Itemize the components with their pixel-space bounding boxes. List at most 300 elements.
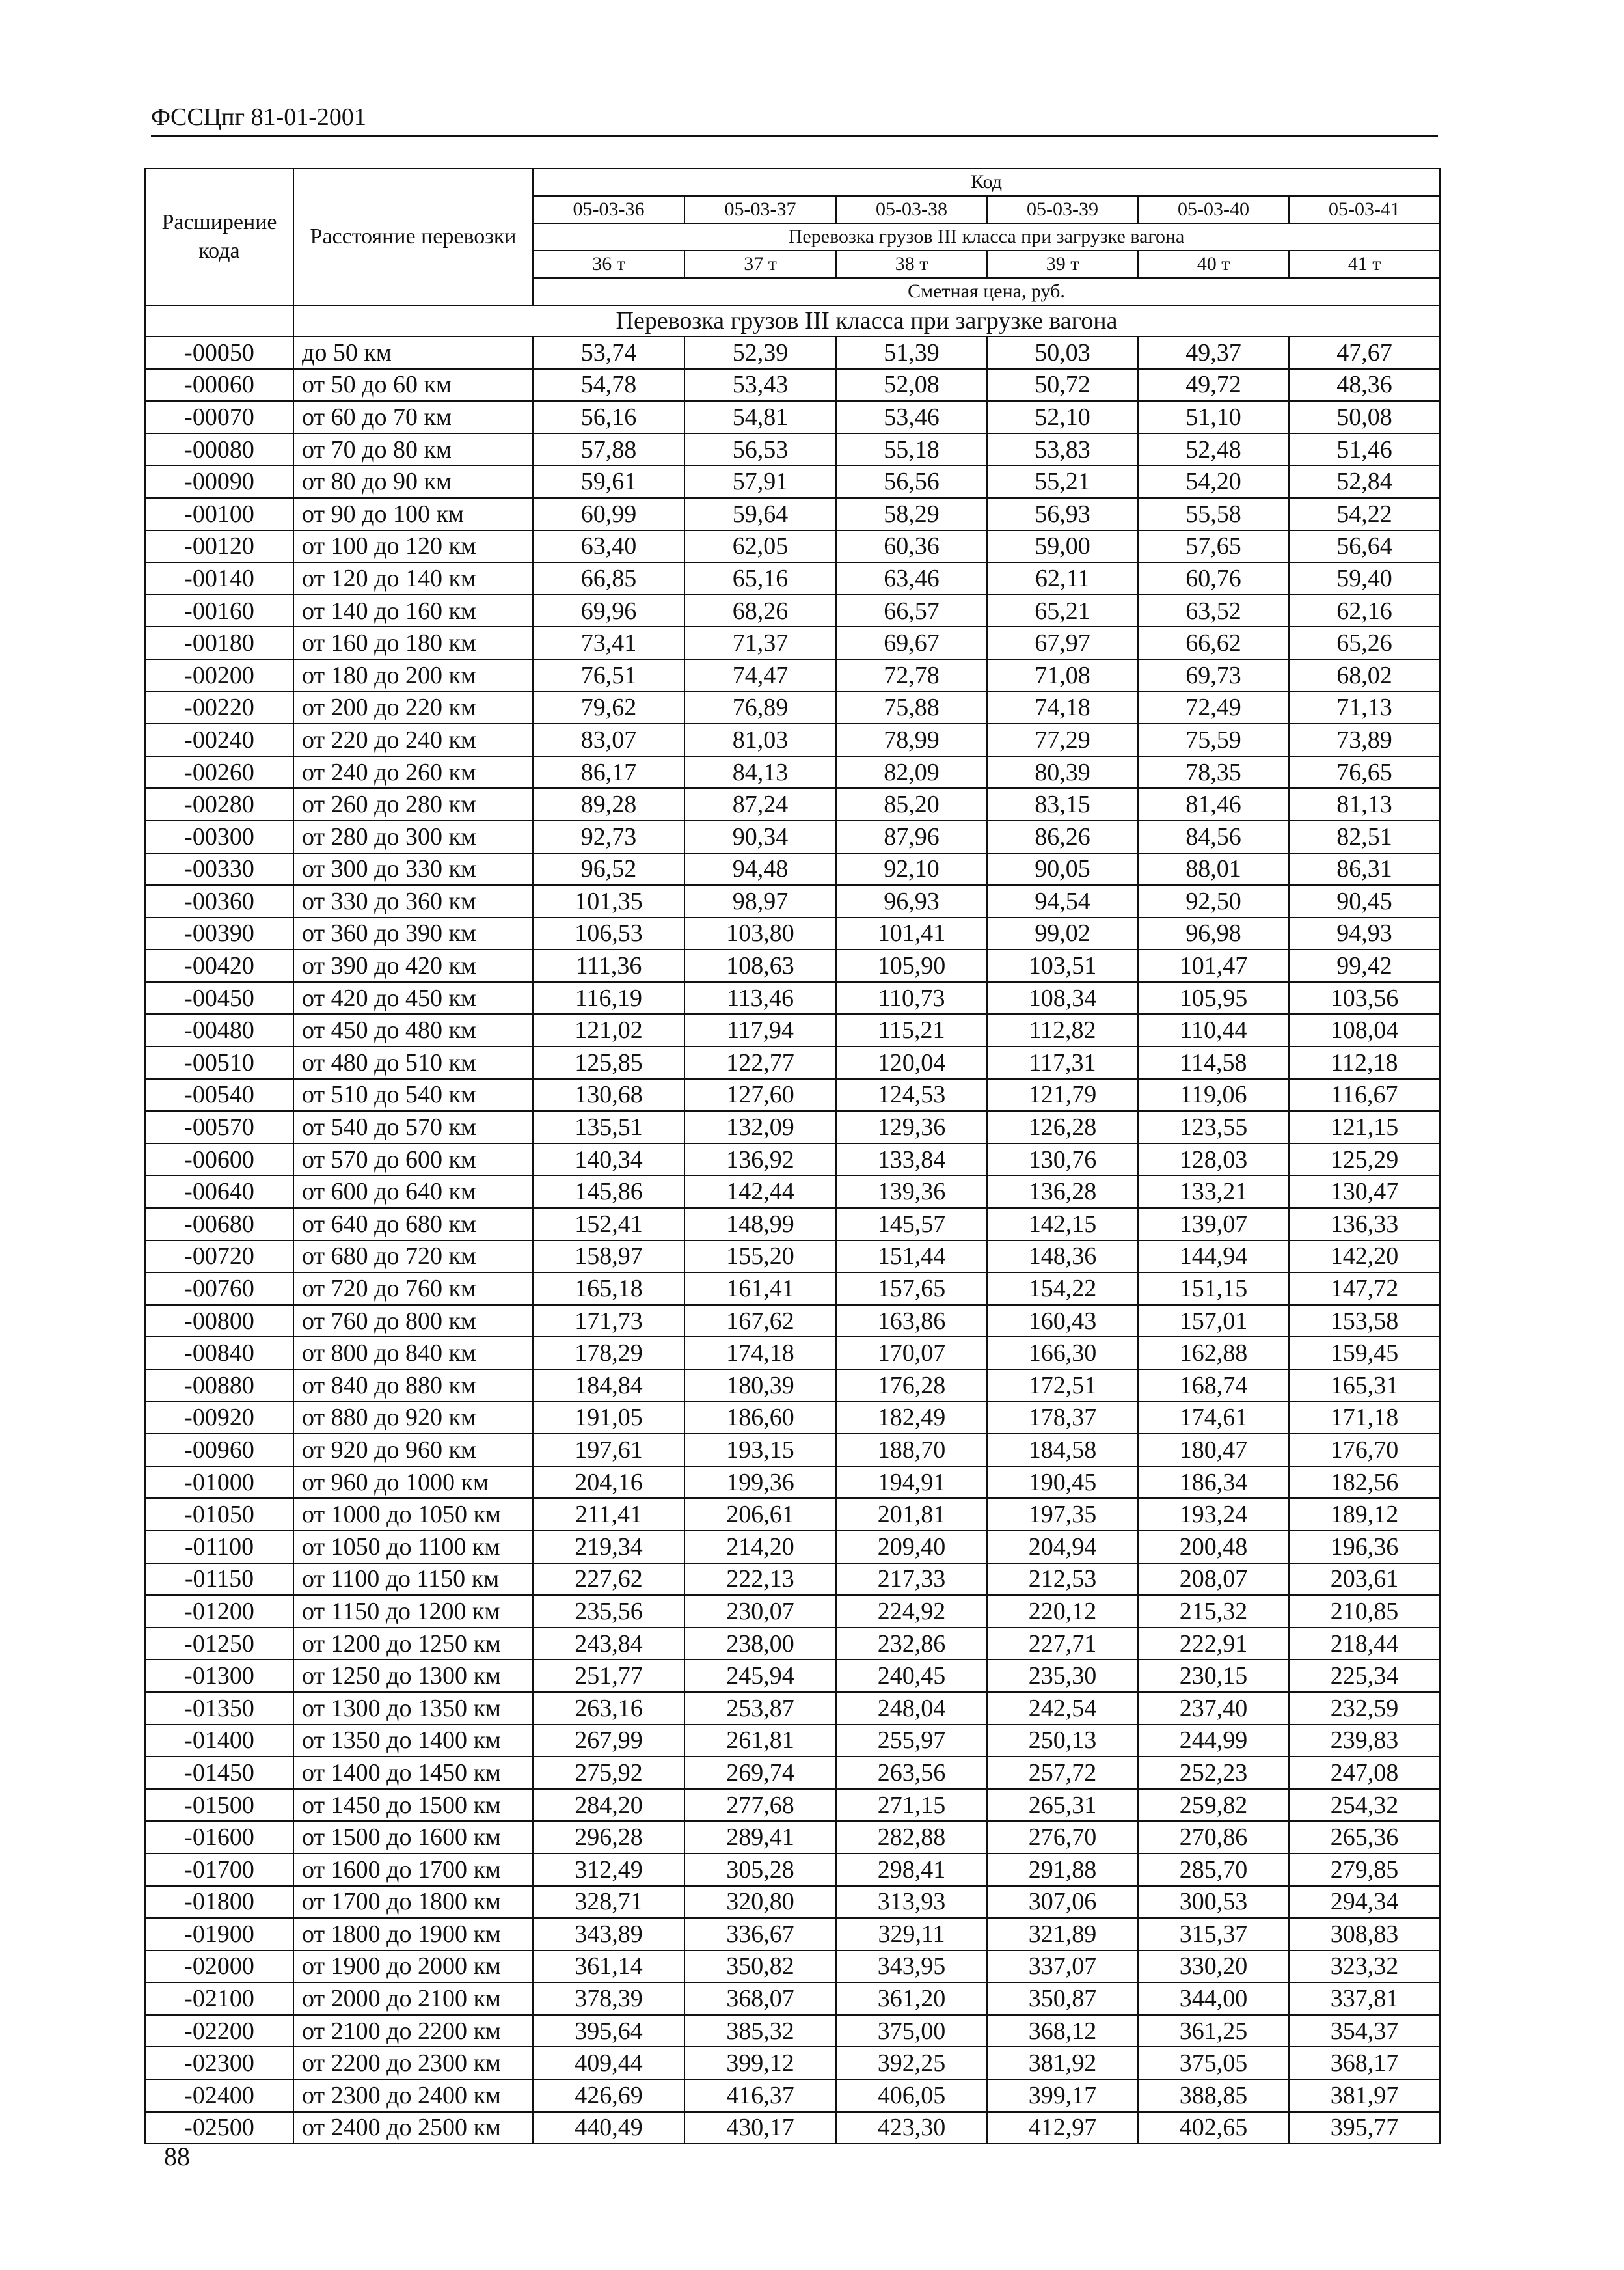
- price-cell: 178,37: [987, 1402, 1138, 1434]
- price-cell: 142,20: [1289, 1240, 1440, 1273]
- code-extension-cell: -02000: [145, 1950, 293, 1983]
- price-cell: 158,97: [533, 1240, 684, 1273]
- price-cell: 248,04: [836, 1692, 987, 1725]
- price-cell: 86,17: [533, 756, 684, 789]
- price-cell: 55,21: [987, 465, 1138, 498]
- price-cell: 63,46: [836, 562, 987, 595]
- distance-cell: от 90 до 100 км: [293, 498, 533, 530]
- price-cell: 323,32: [1289, 1950, 1440, 1983]
- price-cell: 53,46: [836, 401, 987, 433]
- price-cell: 204,94: [987, 1531, 1138, 1563]
- price-cell: 174,18: [684, 1337, 836, 1369]
- price-cell: 395,77: [1289, 2112, 1440, 2144]
- price-cell: 275,92: [533, 1757, 684, 1789]
- price-cell: 94,48: [684, 853, 836, 886]
- price-cell: 388,85: [1138, 2079, 1289, 2112]
- price-cell: 130,76: [987, 1143, 1138, 1176]
- price-cell: 168,74: [1138, 1369, 1289, 1402]
- price-cell: 412,97: [987, 2112, 1138, 2144]
- distance-cell: от 1000 до 1050 км: [293, 1498, 533, 1531]
- price-cell: 128,03: [1138, 1143, 1289, 1176]
- price-cell: 56,53: [684, 433, 836, 466]
- price-cell: 243,84: [533, 1628, 684, 1660]
- tonnage-header: 40 т: [1138, 251, 1289, 278]
- price-cell: 65,26: [1289, 627, 1440, 659]
- price-cell: 50,03: [987, 336, 1138, 369]
- table-row: [145, 1821, 1440, 1853]
- price-cell: 190,45: [987, 1466, 1138, 1499]
- price-cell: 176,70: [1289, 1434, 1440, 1466]
- price-cell: 170,07: [836, 1337, 987, 1369]
- distance-cell: от 1900 до 2000 км: [293, 1950, 533, 1983]
- price-cell: 191,05: [533, 1402, 684, 1434]
- price-cell: 92,73: [533, 821, 684, 853]
- price-cell: 94,54: [987, 885, 1138, 918]
- distance-cell: от 330 до 360 км: [293, 885, 533, 918]
- price-cell: 189,12: [1289, 1498, 1440, 1531]
- price-cell: 120,04: [836, 1046, 987, 1079]
- price-cell: 148,36: [987, 1240, 1138, 1273]
- price-cell: 54,78: [533, 369, 684, 402]
- table-row: [145, 2112, 1440, 2144]
- code-extension-cell: -00420: [145, 950, 293, 982]
- code-header: 05-03-39: [987, 196, 1138, 223]
- price-cell: 395,64: [533, 2015, 684, 2047]
- price-cell: 54,81: [684, 401, 836, 433]
- price-cell: 423,30: [836, 2112, 987, 2144]
- distance-cell: от 60 до 70 км: [293, 401, 533, 433]
- code-extension-cell: -00390: [145, 918, 293, 950]
- price-cell: 255,97: [836, 1725, 987, 1757]
- code-extension-cell: -01050: [145, 1498, 293, 1531]
- price-cell: 69,96: [533, 595, 684, 627]
- code-extension-cell: -00510: [145, 1046, 293, 1079]
- table-row: [145, 2079, 1440, 2112]
- code-extension-cell: -01100: [145, 1531, 293, 1563]
- price-cell: 145,57: [836, 1208, 987, 1240]
- section-title-row: [145, 305, 1440, 336]
- price-cell: 108,34: [987, 982, 1138, 1015]
- price-cell: 47,67: [1289, 336, 1440, 369]
- price-cell: 276,70: [987, 1821, 1138, 1853]
- code-extension-cell: -00070: [145, 401, 293, 433]
- distance-cell: от 100 до 120 км: [293, 530, 533, 563]
- price-cell: 184,84: [533, 1369, 684, 1402]
- distance-cell: от 1600 до 1700 км: [293, 1853, 533, 1886]
- price-table: [144, 168, 1441, 2144]
- price-cell: 139,07: [1138, 1208, 1289, 1240]
- price-cell: 222,13: [684, 1563, 836, 1596]
- price-cell: 171,73: [533, 1305, 684, 1337]
- price-cell: 105,95: [1138, 982, 1289, 1015]
- price-cell: 201,81: [836, 1498, 987, 1531]
- price-cell: 235,30: [987, 1660, 1138, 1692]
- price-cell: 114,58: [1138, 1046, 1289, 1079]
- code-extension-cell: -00300: [145, 821, 293, 853]
- price-cell: 148,99: [684, 1208, 836, 1240]
- code-extension-cell: -02100: [145, 1982, 293, 2015]
- code-extension-cell: -00280: [145, 788, 293, 821]
- price-cell: 66,85: [533, 562, 684, 595]
- price-cell: 77,29: [987, 724, 1138, 756]
- distance-cell: от 880 до 920 км: [293, 1402, 533, 1434]
- price-cell: 197,35: [987, 1498, 1138, 1531]
- tonnage-header: 36 т: [533, 251, 684, 278]
- price-cell: 298,41: [836, 1853, 987, 1886]
- code-extension-cell: -02200: [145, 2015, 293, 2047]
- price-cell: 218,44: [1289, 1628, 1440, 1660]
- table-row: [145, 1757, 1440, 1789]
- price-cell: 110,73: [836, 982, 987, 1015]
- price-cell: 111,36: [533, 950, 684, 982]
- table-row: [145, 1111, 1440, 1143]
- price-cell: 263,56: [836, 1757, 987, 1789]
- price-cell: 88,01: [1138, 853, 1289, 886]
- distance-cell: от 840 до 880 км: [293, 1369, 533, 1402]
- price-cell: 116,19: [533, 982, 684, 1015]
- price-cell: 54,22: [1289, 498, 1440, 530]
- distance-cell: от 1350 до 1400 км: [293, 1725, 533, 1757]
- price-cell: 68,26: [684, 595, 836, 627]
- price-cell: 132,09: [684, 1111, 836, 1143]
- price-cell: 154,22: [987, 1272, 1138, 1305]
- price-cell: 69,73: [1138, 659, 1289, 692]
- page-number: 88: [164, 2142, 190, 2171]
- price-cell: 300,53: [1138, 1886, 1289, 1919]
- price-cell: 60,99: [533, 498, 684, 530]
- price-cell: 58,29: [836, 498, 987, 530]
- price-cell: 122,77: [684, 1046, 836, 1079]
- distance-cell: от 1300 до 1350 км: [293, 1692, 533, 1725]
- price-cell: 98,97: [684, 885, 836, 918]
- code-extension-cell: -00220: [145, 692, 293, 724]
- table-row: [145, 336, 1440, 369]
- price-cell: 96,52: [533, 853, 684, 886]
- price-cell: 399,17: [987, 2079, 1138, 2112]
- price-cell: 76,65: [1289, 756, 1440, 789]
- price-cell: 182,56: [1289, 1466, 1440, 1499]
- price-cell: 307,06: [987, 1886, 1138, 1919]
- kod-header: Код: [533, 169, 1440, 196]
- price-cell: 162,88: [1138, 1337, 1289, 1369]
- price-cell: 117,31: [987, 1046, 1138, 1079]
- price-cell: 193,15: [684, 1434, 836, 1466]
- tonnage-header: 39 т: [987, 251, 1138, 278]
- code-extension-cell: -00120: [145, 530, 293, 563]
- price-cell: 130,47: [1289, 1175, 1440, 1208]
- price-cell: 136,33: [1289, 1208, 1440, 1240]
- price-cell: 381,92: [987, 2047, 1138, 2079]
- price-cell: 200,48: [1138, 1531, 1289, 1563]
- distance-cell: от 2100 до 2200 км: [293, 2015, 533, 2047]
- price-cell: 82,51: [1289, 821, 1440, 853]
- price-cell: 136,92: [684, 1143, 836, 1176]
- price-cell: 124,53: [836, 1079, 987, 1112]
- price-cell: 178,29: [533, 1337, 684, 1369]
- code-extension-cell: -00480: [145, 1014, 293, 1046]
- price-cell: 392,25: [836, 2047, 987, 2079]
- price-cell: 83,15: [987, 788, 1138, 821]
- distance-cell: от 300 до 330 км: [293, 853, 533, 886]
- code-extension-cell: -00800: [145, 1305, 293, 1337]
- table-row: [145, 1208, 1440, 1240]
- price-cell: 161,41: [684, 1272, 836, 1305]
- header-rule: [151, 135, 1438, 137]
- price-cell: 212,53: [987, 1563, 1138, 1596]
- price-cell: 125,85: [533, 1046, 684, 1079]
- table-row: [145, 1628, 1440, 1660]
- distance-cell: от 760 до 800 км: [293, 1305, 533, 1337]
- price-cell: 375,05: [1138, 2047, 1289, 2079]
- price-cell: 259,82: [1138, 1789, 1289, 1822]
- code-extension-cell: -00720: [145, 1240, 293, 1273]
- price-cell: 52,48: [1138, 433, 1289, 466]
- price-cell: 238,00: [684, 1628, 836, 1660]
- price-cell: 211,41: [533, 1498, 684, 1531]
- header-row-kod: [145, 169, 1440, 196]
- price-cell: 66,62: [1138, 627, 1289, 659]
- price-cell: 270,86: [1138, 1821, 1289, 1853]
- table-row: [145, 1853, 1440, 1886]
- code-extension-cell: -00200: [145, 659, 293, 692]
- price-cell: 368,12: [987, 2015, 1138, 2047]
- code-extension-cell: -00880: [145, 1369, 293, 1402]
- price-cell: 225,34: [1289, 1660, 1440, 1692]
- price-cell: 155,20: [684, 1240, 836, 1273]
- price-cell: 284,20: [533, 1789, 684, 1822]
- code-extension-cell: -02300: [145, 2047, 293, 2079]
- price-cell: 254,32: [1289, 1789, 1440, 1822]
- price-cell: 174,61: [1138, 1402, 1289, 1434]
- price-cell: 101,35: [533, 885, 684, 918]
- price-cell: 291,88: [987, 1853, 1138, 1886]
- price-cell: 224,92: [836, 1595, 987, 1628]
- price-cell: 350,87: [987, 1982, 1138, 2015]
- price-cell: 51,46: [1289, 433, 1440, 466]
- price-cell: 153,58: [1289, 1305, 1440, 1337]
- price-cell: 171,18: [1289, 1402, 1440, 1434]
- distance-cell: от 2400 до 2500 км: [293, 2112, 533, 2144]
- distance-cell: от 450 до 480 км: [293, 1014, 533, 1046]
- price-cell: 123,55: [1138, 1111, 1289, 1143]
- price-cell: 197,61: [533, 1434, 684, 1466]
- price-cell: 80,39: [987, 756, 1138, 789]
- price-cell: 217,33: [836, 1563, 987, 1596]
- price-cell: 112,18: [1289, 1046, 1440, 1079]
- price-cell: 52,08: [836, 369, 987, 402]
- price-rows: [145, 336, 1440, 2144]
- code-extension-cell: -01200: [145, 1595, 293, 1628]
- table-row: [145, 853, 1440, 886]
- price-cell: 84,56: [1138, 821, 1289, 853]
- distance-cell: от 1150 до 1200 км: [293, 1595, 533, 1628]
- price-cell: 180,39: [684, 1369, 836, 1402]
- price-cell: 73,41: [533, 627, 684, 659]
- price-cell: 55,58: [1138, 498, 1289, 530]
- distance-cell: от 2200 до 2300 км: [293, 2047, 533, 2079]
- price-cell: 294,34: [1289, 1886, 1440, 1919]
- price-cell: 71,13: [1289, 692, 1440, 724]
- price-cell: 49,37: [1138, 336, 1289, 369]
- code-extension-cell: -00360: [145, 885, 293, 918]
- price-cell: 78,99: [836, 724, 987, 756]
- distance-cell: от 280 до 300 км: [293, 821, 533, 853]
- price-cell: 82,09: [836, 756, 987, 789]
- price-cell: 193,24: [1138, 1498, 1289, 1531]
- price-cell: 52,84: [1289, 465, 1440, 498]
- price-cell: 59,00: [987, 530, 1138, 563]
- distance-cell: от 680 до 720 км: [293, 1240, 533, 1273]
- price-cell: 337,81: [1289, 1982, 1440, 2015]
- price-cell: 119,06: [1138, 1079, 1289, 1112]
- price-cell: 354,37: [1289, 2015, 1440, 2047]
- price-cell: 279,85: [1289, 1853, 1440, 1886]
- col-header-extension: Расширение кода: [145, 169, 293, 305]
- distance-cell: от 1400 до 1450 км: [293, 1757, 533, 1789]
- distance-cell: от 640 до 680 км: [293, 1208, 533, 1240]
- table-row: [145, 562, 1440, 595]
- price-cell: 206,61: [684, 1498, 836, 1531]
- code-extension-cell: -00450: [145, 982, 293, 1015]
- price-cell: 329,11: [836, 1918, 987, 1950]
- price-cell: 75,88: [836, 692, 987, 724]
- code-extension-cell: -01250: [145, 1628, 293, 1660]
- distance-cell: от 160 до 180 км: [293, 627, 533, 659]
- code-extension-cell: -00840: [145, 1337, 293, 1369]
- code-extension-cell: -01500: [145, 1789, 293, 1822]
- table-row: [145, 1014, 1440, 1046]
- price-cell: 54,20: [1138, 465, 1289, 498]
- price-cell: 56,16: [533, 401, 684, 433]
- distance-cell: от 360 до 390 км: [293, 918, 533, 950]
- table-row: [145, 788, 1440, 821]
- price-cell: 214,20: [684, 1531, 836, 1563]
- price-cell: 167,62: [684, 1305, 836, 1337]
- price-cell: 127,60: [684, 1079, 836, 1112]
- price-cell: 89,28: [533, 788, 684, 821]
- code-extension-cell: -01600: [145, 1821, 293, 1853]
- distance-cell: от 1450 до 1500 км: [293, 1789, 533, 1822]
- price-cell: 135,51: [533, 1111, 684, 1143]
- distance-cell: от 540 до 570 км: [293, 1111, 533, 1143]
- price-cell: 261,81: [684, 1725, 836, 1757]
- price-cell: 103,51: [987, 950, 1138, 982]
- table-row: [145, 1789, 1440, 1822]
- price-cell: 103,56: [1289, 982, 1440, 1015]
- price-cell: 204,16: [533, 1466, 684, 1499]
- price-cell: 313,93: [836, 1886, 987, 1919]
- price-cell: 73,89: [1289, 724, 1440, 756]
- price-cell: 252,23: [1138, 1757, 1289, 1789]
- price-cell: 232,59: [1289, 1692, 1440, 1725]
- table-row: [145, 1466, 1440, 1499]
- table-row: [145, 1434, 1440, 1466]
- price-cell: 305,28: [684, 1853, 836, 1886]
- price-cell: 245,94: [684, 1660, 836, 1692]
- code-header: 05-03-37: [684, 196, 836, 223]
- distance-cell: от 2300 до 2400 км: [293, 2079, 533, 2112]
- distance-cell: от 200 до 220 км: [293, 692, 533, 724]
- table-row: [145, 1692, 1440, 1725]
- price-cell: 182,49: [836, 1402, 987, 1434]
- price-cell: 108,04: [1289, 1014, 1440, 1046]
- price-cell: 59,61: [533, 465, 684, 498]
- code-extension-cell: -01150: [145, 1563, 293, 1596]
- price-cell: 59,40: [1289, 562, 1440, 595]
- price-cell: 239,83: [1289, 1725, 1440, 1757]
- price-cell: 140,34: [533, 1143, 684, 1176]
- price-cell: 60,36: [836, 530, 987, 563]
- price-cell: 361,14: [533, 1950, 684, 1983]
- price-cell: 65,21: [987, 595, 1138, 627]
- price-cell: 63,40: [533, 530, 684, 563]
- price-cell: 90,45: [1289, 885, 1440, 918]
- table-row: [145, 724, 1440, 756]
- code-extension-cell: -00180: [145, 627, 293, 659]
- price-cell: 110,44: [1138, 1014, 1289, 1046]
- price-cell: 402,65: [1138, 2112, 1289, 2144]
- distance-cell: от 240 до 260 км: [293, 756, 533, 789]
- price-cell: 66,57: [836, 595, 987, 627]
- distance-cell: от 600 до 640 км: [293, 1175, 533, 1208]
- price-cell: 63,52: [1138, 595, 1289, 627]
- price-cell: 330,20: [1138, 1950, 1289, 1983]
- price-cell: 56,64: [1289, 530, 1440, 563]
- code-extension-cell: -00640: [145, 1175, 293, 1208]
- distance-cell: от 80 до 90 км: [293, 465, 533, 498]
- table-row: [145, 982, 1440, 1015]
- distance-cell: от 120 до 140 км: [293, 562, 533, 595]
- price-cell: 85,20: [836, 788, 987, 821]
- table-row: [145, 1272, 1440, 1305]
- price-cell: 99,42: [1289, 950, 1440, 982]
- price-cell: 50,08: [1289, 401, 1440, 433]
- price-cell: 83,07: [533, 724, 684, 756]
- price-cell: 74,47: [684, 659, 836, 692]
- code-header: 05-03-40: [1138, 196, 1289, 223]
- code-extension-cell: -01700: [145, 1853, 293, 1886]
- distance-cell: от 510 до 540 км: [293, 1079, 533, 1112]
- price-cell: 220,12: [987, 1595, 1138, 1628]
- price-cell: 51,10: [1138, 401, 1289, 433]
- price-cell: 240,45: [836, 1660, 987, 1692]
- price-cell: 215,32: [1138, 1595, 1289, 1628]
- price-cell: 72,49: [1138, 692, 1289, 724]
- price-cell: 308,83: [1289, 1918, 1440, 1950]
- price-cell: 72,78: [836, 659, 987, 692]
- code-extension-cell: -00760: [145, 1272, 293, 1305]
- price-cell: 426,69: [533, 2079, 684, 2112]
- table-row: [145, 530, 1440, 563]
- price-cell: 139,36: [836, 1175, 987, 1208]
- price-cell: 78,35: [1138, 756, 1289, 789]
- price-cell: 176,28: [836, 1369, 987, 1402]
- price-cell: 52,39: [684, 336, 836, 369]
- price-cell: 188,70: [836, 1434, 987, 1466]
- table-row: [145, 692, 1440, 724]
- table-row: [145, 1369, 1440, 1402]
- price-cell: 186,34: [1138, 1466, 1289, 1499]
- price-cell: 99,02: [987, 918, 1138, 950]
- price-cell: 51,39: [836, 336, 987, 369]
- distance-cell: от 920 до 960 км: [293, 1434, 533, 1466]
- price-cell: 108,63: [684, 950, 836, 982]
- price-cell: 199,36: [684, 1466, 836, 1499]
- price-cell: 271,15: [836, 1789, 987, 1822]
- price-cell: 53,83: [987, 433, 1138, 466]
- price-cell: 96,98: [1138, 918, 1289, 950]
- price-cell: 208,07: [1138, 1563, 1289, 1596]
